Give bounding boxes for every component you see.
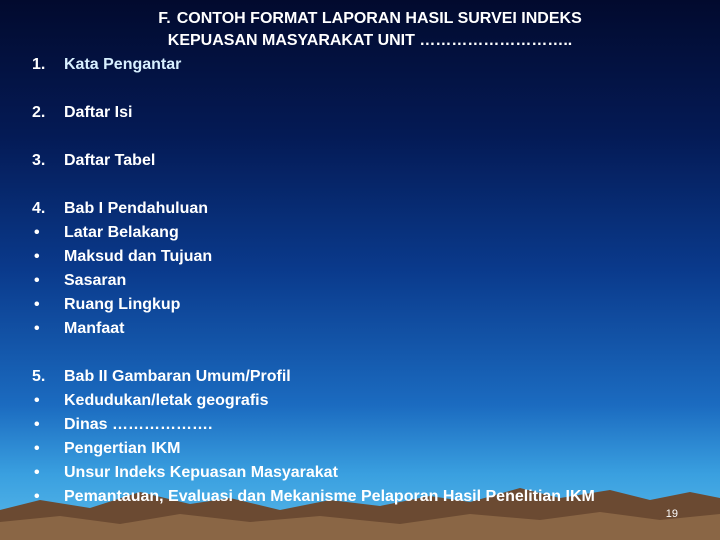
item-number: 1. — [32, 56, 46, 73]
item-text: Sasaran — [64, 272, 127, 289]
item-text: Maksud dan Tujuan — [64, 248, 213, 265]
bullet: • — [34, 224, 40, 241]
item-text: Bab II Gambaran Umum/Profil — [64, 368, 291, 385]
list-item — [32, 53, 712, 77]
bullet: • — [34, 392, 40, 409]
item-text: Unsur Indeks Kepuasan Masyarakat — [64, 464, 338, 481]
list-item — [32, 293, 712, 317]
bullet: • — [34, 272, 40, 289]
list-item — [32, 365, 712, 389]
item-text: Kata Pengantar — [64, 56, 182, 73]
bullet: • — [34, 488, 40, 505]
item-number: 3. — [32, 152, 46, 169]
item-text: Bab I Pendahuluan — [64, 200, 209, 217]
item-text: Daftar Tabel — [64, 152, 156, 169]
title-line-2: KEPUASAN MASYARAKAT UNIT ……………………….. — [167, 32, 573, 49]
title-line-1-text: CONTOH FORMAT LAPORAN HASIL SURVEI INDEKS — [176, 10, 582, 27]
list-item — [32, 149, 712, 173]
bullet: • — [34, 416, 40, 433]
item-number: 4. — [32, 200, 46, 217]
list-item — [32, 437, 712, 461]
bullet: • — [34, 320, 40, 337]
list-item — [32, 197, 712, 221]
item-text: Pengertian IKM — [64, 440, 181, 457]
item-text: Dinas ………………. — [64, 416, 213, 433]
list-item — [32, 389, 712, 413]
list-item — [32, 317, 712, 341]
item-text: Ruang Lingkup — [64, 296, 181, 313]
page-number: 19 — [665, 508, 678, 520]
item-text: Latar Belakang — [64, 224, 179, 241]
list-item — [32, 221, 712, 245]
list-item — [32, 485, 712, 509]
item-text: Manfaat — [64, 320, 125, 337]
title-prefix: F. — [158, 10, 171, 27]
item-text: Daftar Isi — [64, 104, 133, 121]
item-text: Pemantauan, Evaluasi dan Mekanisme Pelaporan Hasil Penelitian IKM — [64, 488, 595, 505]
bullet: • — [34, 440, 40, 457]
bullet: • — [34, 296, 40, 313]
item-number: 5. — [32, 368, 46, 385]
list-item — [32, 413, 712, 437]
list-item — [32, 101, 712, 125]
list-item — [32, 461, 712, 485]
list-item — [32, 245, 712, 269]
title-line-1 — [60, 8, 680, 30]
bullet: • — [34, 248, 40, 265]
outline-list — [32, 53, 712, 509]
item-text: Kedudukan/letak geografis — [64, 392, 269, 409]
list-item — [32, 269, 712, 293]
slide-title — [60, 8, 680, 52]
bullet: • — [34, 464, 40, 481]
item-number: 2. — [32, 104, 46, 121]
